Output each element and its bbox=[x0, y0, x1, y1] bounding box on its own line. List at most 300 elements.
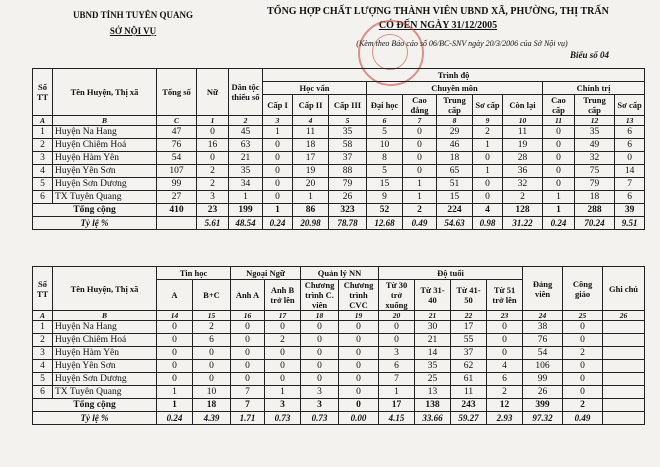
header-cap3: Cấp III bbox=[329, 95, 367, 116]
table-cell: 0 bbox=[157, 321, 193, 334]
table-cell: 1 bbox=[473, 139, 503, 152]
header-english-a: Anh A bbox=[231, 280, 265, 311]
header-foreign-language: Ngoại Ngữ bbox=[231, 267, 301, 280]
percent-cell: 0.24 bbox=[543, 217, 575, 230]
column-index: B bbox=[53, 116, 157, 126]
table-cell: 0 bbox=[543, 165, 575, 178]
percent-row bbox=[33, 412, 645, 425]
total-cell: 399 bbox=[523, 399, 563, 412]
table-cell: 107 bbox=[157, 165, 197, 178]
header-it: Tin học bbox=[157, 267, 231, 280]
table-cell: 16 bbox=[197, 139, 229, 152]
percent-cell: 12.68 bbox=[367, 217, 403, 230]
table-cell: 0 bbox=[301, 373, 339, 386]
table-cell: 1 bbox=[33, 126, 53, 139]
table-cell: 0 bbox=[563, 334, 603, 347]
table-row bbox=[33, 321, 645, 334]
table-cell: 0 bbox=[193, 360, 231, 373]
table-cell: 36 bbox=[503, 165, 543, 178]
department-name: SỞ NỘI VỤ bbox=[109, 26, 157, 36]
total-cell: 1 bbox=[263, 204, 293, 217]
total-cell: 7 bbox=[231, 399, 265, 412]
table-cell: 0 bbox=[543, 178, 575, 191]
percent-cell: 0.73 bbox=[265, 412, 301, 425]
table-cell: 0 bbox=[563, 321, 603, 334]
table-cell: 79 bbox=[575, 178, 615, 191]
table-cell: 65 bbox=[437, 165, 473, 178]
table-cell: 1 bbox=[157, 386, 193, 399]
table-cell: 0 bbox=[193, 373, 231, 386]
column-index: 25 bbox=[563, 311, 603, 321]
header-cap2: Cấp II bbox=[293, 95, 329, 116]
column-index: 7 bbox=[403, 116, 437, 126]
table-cell: 5 bbox=[367, 165, 403, 178]
table-cell: 3 bbox=[301, 386, 339, 399]
org-name: UBND TỈNH TUYÊN QUANG bbox=[73, 10, 193, 20]
header-age-31-40: Từ 31-40 bbox=[415, 280, 451, 311]
total-cell: 0 bbox=[339, 399, 379, 412]
table-cell: 1 bbox=[379, 386, 415, 399]
table-cell: 11 bbox=[503, 126, 543, 139]
table-cell: 21 bbox=[415, 334, 451, 347]
table-cell: 0 bbox=[263, 191, 293, 204]
column-index: 21 bbox=[415, 311, 451, 321]
column-index: 24 bbox=[523, 311, 563, 321]
table-cell: 45 bbox=[229, 126, 263, 139]
table-cell: 7 bbox=[231, 386, 265, 399]
header-professional: Chuyên môn bbox=[367, 82, 543, 95]
table-cell: 32 bbox=[503, 178, 543, 191]
table-cell: 0 bbox=[265, 321, 301, 334]
total-cell: 23 bbox=[197, 204, 229, 217]
table-cell: 0 bbox=[301, 334, 339, 347]
total-cell: 128 bbox=[503, 204, 543, 217]
column-index: 26 bbox=[603, 311, 645, 321]
table-cell bbox=[603, 321, 645, 334]
table-row bbox=[33, 126, 645, 139]
table-row bbox=[33, 386, 645, 399]
table-cell: 1 bbox=[263, 126, 293, 139]
table-cell: 0 bbox=[563, 360, 603, 373]
percent-cell: 0.98 bbox=[473, 217, 503, 230]
column-index: 14 bbox=[157, 311, 193, 321]
header-catholic: Công giáo bbox=[563, 267, 603, 311]
column-index: A bbox=[33, 116, 53, 126]
district-name: Huyện Na Hang bbox=[53, 126, 157, 139]
table-cell: 10 bbox=[367, 139, 403, 152]
column-index: 13 bbox=[615, 116, 645, 126]
percent-cell: 48.54 bbox=[229, 217, 263, 230]
skills-age-table bbox=[32, 266, 645, 425]
table-cell: 0 bbox=[263, 165, 293, 178]
table-cell: 0 bbox=[157, 373, 193, 386]
table-cell: 76 bbox=[523, 334, 563, 347]
table-cell: 1 bbox=[403, 178, 437, 191]
header-cap1: Cấp I bbox=[263, 95, 293, 116]
total-cell: 4 bbox=[473, 204, 503, 217]
header-ethnic-minority: Dân tộc thiểu số bbox=[229, 69, 263, 116]
column-index: 5 bbox=[329, 116, 367, 126]
table-cell: 19 bbox=[503, 139, 543, 152]
district-name: TX Tuyên Quang bbox=[53, 191, 157, 204]
table-cell bbox=[603, 386, 645, 399]
header-notes: Ghi chú bbox=[603, 267, 645, 311]
percent-cell: 4.15 bbox=[379, 412, 415, 425]
table-cell: 0 bbox=[487, 334, 523, 347]
table-cell: 35 bbox=[329, 126, 367, 139]
percent-cell bbox=[603, 412, 645, 425]
column-index: 4 bbox=[293, 116, 329, 126]
table-cell: 46 bbox=[437, 139, 473, 152]
table-row bbox=[33, 165, 645, 178]
table-cell: 0 bbox=[301, 321, 339, 334]
total-cell: 52 bbox=[367, 204, 403, 217]
district-name: Huyện Chiêm Hoá bbox=[53, 334, 157, 347]
table-cell: 4 bbox=[487, 360, 523, 373]
table-cell: 49 bbox=[575, 139, 615, 152]
table-cell: 0 bbox=[301, 360, 339, 373]
table-row bbox=[33, 191, 645, 204]
table-cell bbox=[603, 347, 645, 360]
column-index: 23 bbox=[487, 311, 523, 321]
table-cell: 20 bbox=[293, 178, 329, 191]
district-name: Huyện Na Hang bbox=[53, 321, 157, 334]
district-name: Huyện Chiêm Hoá bbox=[53, 139, 157, 152]
total-cell: 224 bbox=[437, 204, 473, 217]
district-name: Huyện Sơn Dương bbox=[53, 178, 157, 191]
table-cell: 6 bbox=[379, 360, 415, 373]
table-cell: 6 bbox=[33, 386, 53, 399]
table-cell: 4 bbox=[33, 360, 53, 373]
header-female: Nữ bbox=[197, 69, 229, 116]
table-cell: 17 bbox=[293, 152, 329, 165]
column-index: 8 bbox=[437, 116, 473, 126]
total-cell: 243 bbox=[451, 399, 487, 412]
column-index: 10 bbox=[503, 116, 543, 126]
document-date-line: CÓ ĐẾN NGÀY 31/12/2005 bbox=[378, 20, 498, 31]
table-cell: 0 bbox=[263, 152, 293, 165]
table-cell: 0 bbox=[543, 139, 575, 152]
table-cell: 34 bbox=[229, 178, 263, 191]
table-cell: 3 bbox=[379, 347, 415, 360]
table-cell: 2 bbox=[193, 321, 231, 334]
table-cell: 2 bbox=[563, 347, 603, 360]
percent-label: Tỷ lệ % bbox=[33, 412, 157, 425]
table-cell: 47 bbox=[157, 126, 197, 139]
table-cell: 18 bbox=[437, 152, 473, 165]
table-cell: 0 bbox=[403, 139, 437, 152]
table-cell: 1 bbox=[265, 386, 301, 399]
table-cell: 79 bbox=[329, 178, 367, 191]
table-cell: 9 bbox=[367, 191, 403, 204]
table-cell: 6 bbox=[615, 191, 645, 204]
column-index-row bbox=[33, 311, 645, 321]
percent-cell: 4.39 bbox=[193, 412, 231, 425]
table-cell: 0 bbox=[379, 321, 415, 334]
table-row bbox=[33, 152, 645, 165]
table-cell: 4 bbox=[33, 165, 53, 178]
table-cell: 6 bbox=[615, 139, 645, 152]
table-cell: 15 bbox=[437, 191, 473, 204]
column-index: 20 bbox=[379, 311, 415, 321]
table-cell: 106 bbox=[523, 360, 563, 373]
table-cell: 37 bbox=[329, 152, 367, 165]
table-cell: 0 bbox=[563, 373, 603, 386]
total-cell: 288 bbox=[575, 204, 615, 217]
percent-row bbox=[33, 217, 645, 230]
table-cell: 11 bbox=[293, 126, 329, 139]
district-name: TX Tuyên Quang bbox=[53, 386, 157, 399]
column-index-row bbox=[33, 116, 645, 126]
table-cell: 35 bbox=[575, 126, 615, 139]
table-cell: 0 bbox=[487, 347, 523, 360]
percent-cell: 33.66 bbox=[415, 412, 451, 425]
table-cell: 38 bbox=[523, 321, 563, 334]
total-cell: 199 bbox=[229, 204, 263, 217]
total-cell: 18 bbox=[193, 399, 231, 412]
table-cell bbox=[603, 373, 645, 386]
header-program-cv: Chương trình C. viên bbox=[301, 280, 339, 311]
table-cell: 0 bbox=[339, 334, 379, 347]
table-cell: 76 bbox=[157, 139, 197, 152]
header-age-30: Từ 30 trở xuống bbox=[379, 280, 415, 311]
table-cell: 0 bbox=[231, 360, 265, 373]
table-row bbox=[33, 178, 645, 191]
table-cell: 8 bbox=[367, 152, 403, 165]
header-university: Đại học bbox=[367, 95, 403, 116]
table-cell: 5 bbox=[33, 373, 53, 386]
header-college: Cao đẳng bbox=[403, 95, 437, 116]
header-stt: Số TT bbox=[33, 69, 53, 116]
table-cell: 19 bbox=[293, 165, 329, 178]
percent-cell: 0.24 bbox=[263, 217, 293, 230]
header-total: Tổng số bbox=[157, 69, 197, 116]
table-cell: 13 bbox=[415, 386, 451, 399]
table-cell: 25 bbox=[415, 373, 451, 386]
header-district: Tên Huyện, Thị xã bbox=[53, 69, 157, 116]
table-cell: 29 bbox=[437, 126, 473, 139]
table-cell: 7 bbox=[615, 178, 645, 191]
table-cell: 11 bbox=[451, 386, 487, 399]
column-index: B bbox=[53, 311, 157, 321]
table-cell bbox=[603, 334, 645, 347]
table-cell: 3 bbox=[33, 152, 53, 165]
header-state-management: Quản lý NN bbox=[301, 267, 379, 280]
district-name: Huyện Yên Sơn bbox=[53, 360, 157, 373]
table-cell: 2 bbox=[265, 334, 301, 347]
district-name: Huyện Yên Sơn bbox=[53, 165, 157, 178]
percent-cell: 1.71 bbox=[231, 412, 265, 425]
table-cell: 0 bbox=[339, 321, 379, 334]
percent-cell: 5.61 bbox=[197, 217, 229, 230]
table-cell: 18 bbox=[293, 139, 329, 152]
table-cell: 99 bbox=[157, 178, 197, 191]
table-cell: 0 bbox=[379, 334, 415, 347]
table-cell: 0 bbox=[339, 373, 379, 386]
column-index: 11 bbox=[543, 116, 575, 126]
table-cell: 0 bbox=[231, 347, 265, 360]
total-cell: 138 bbox=[415, 399, 451, 412]
total-cell: 2 bbox=[403, 204, 437, 217]
table-cell: 35 bbox=[415, 360, 451, 373]
header-qualification: Trình độ bbox=[263, 69, 645, 82]
table-cell: 17 bbox=[451, 321, 487, 334]
header-remaining: Còn lại bbox=[503, 95, 543, 116]
column-index: 16 bbox=[231, 311, 265, 321]
column-index: 2 bbox=[229, 116, 263, 126]
header-district: Tên Huyện, Thị xã bbox=[53, 267, 157, 311]
table-cell: 0 bbox=[473, 178, 503, 191]
table-cell: 0 bbox=[403, 152, 437, 165]
header-program-cvc: Chương trình CVC bbox=[339, 280, 379, 311]
header-stt: Số TT bbox=[33, 267, 53, 311]
percent-cell: 9.51 bbox=[615, 217, 645, 230]
table-cell: 26 bbox=[329, 191, 367, 204]
percent-cell: 0.00 bbox=[339, 412, 379, 425]
header-general-education: Học vấn bbox=[263, 82, 367, 95]
column-index: 1 bbox=[197, 116, 229, 126]
table-cell bbox=[603, 360, 645, 373]
table-cell: 0 bbox=[197, 152, 229, 165]
table-cell: 0 bbox=[265, 373, 301, 386]
table-cell: 2 bbox=[197, 165, 229, 178]
table-cell: 0 bbox=[301, 347, 339, 360]
table-cell: 0 bbox=[339, 360, 379, 373]
header-age-41-50: Từ 41-50 bbox=[451, 280, 487, 311]
total-cell: 2 bbox=[563, 399, 603, 412]
column-index: 3 bbox=[263, 116, 293, 126]
percent-cell: 31.22 bbox=[503, 217, 543, 230]
percent-cell: 97.32 bbox=[523, 412, 563, 425]
attachment-note: (Kèm theo Báo cáo số 06/BC-SNV ngày 20/3/2006 của Sở Nội vụ) bbox=[356, 39, 568, 48]
table-cell: 0 bbox=[263, 178, 293, 191]
column-index: 15 bbox=[193, 311, 231, 321]
table-cell: 0 bbox=[339, 347, 379, 360]
table-cell: 0 bbox=[473, 152, 503, 165]
table-cell: 18 bbox=[575, 191, 615, 204]
table-cell: 2 bbox=[503, 191, 543, 204]
table-cell: 0 bbox=[473, 191, 503, 204]
table-cell: 6 bbox=[615, 126, 645, 139]
header-it-a: A bbox=[157, 280, 193, 311]
table-cell: 30 bbox=[415, 321, 451, 334]
percent-cell: 0.49 bbox=[403, 217, 437, 230]
table-cell: 0 bbox=[403, 126, 437, 139]
column-index: 19 bbox=[339, 311, 379, 321]
document-title: TỔNG HỢP CHẤT LƯỢNG THÀNH VIÊN UBND XÃ, PHƯỜNG, THỊ TRẤN bbox=[267, 6, 609, 17]
table-cell: 58 bbox=[329, 139, 367, 152]
column-index: 17 bbox=[265, 311, 301, 321]
table-cell: 14 bbox=[615, 165, 645, 178]
table-cell: 37 bbox=[451, 347, 487, 360]
table-cell: 7 bbox=[379, 373, 415, 386]
table-cell: 0 bbox=[487, 321, 523, 334]
percent-cell: 0.73 bbox=[301, 412, 339, 425]
table-cell: 2 bbox=[33, 334, 53, 347]
table-cell: 51 bbox=[437, 178, 473, 191]
table-cell: 2 bbox=[33, 139, 53, 152]
table-cell: 27 bbox=[157, 191, 197, 204]
percent-cell: 0.49 bbox=[563, 412, 603, 425]
total-cell: 323 bbox=[329, 204, 367, 217]
table-row bbox=[33, 373, 645, 386]
percent-cell: 2.93 bbox=[487, 412, 523, 425]
header-pol-advanced: Cao cấp bbox=[543, 95, 575, 116]
table-row bbox=[33, 139, 645, 152]
table-cell: 2 bbox=[473, 126, 503, 139]
percent-cell: 20.98 bbox=[293, 217, 329, 230]
percent-label: Tỷ lệ % bbox=[33, 217, 157, 230]
column-index: C bbox=[157, 116, 197, 126]
total-row bbox=[33, 204, 645, 217]
table-cell: 15 bbox=[367, 178, 403, 191]
table-cell: 2 bbox=[197, 178, 229, 191]
header-party-member: Đảng viên bbox=[523, 267, 563, 311]
column-index: 18 bbox=[301, 311, 339, 321]
table-cell: 0 bbox=[563, 386, 603, 399]
table-cell: 0 bbox=[263, 139, 293, 152]
table-cell: 54 bbox=[523, 347, 563, 360]
header-intermediate: Trung cấp bbox=[437, 95, 473, 116]
table-cell: 61 bbox=[451, 373, 487, 386]
table-cell: 0 bbox=[543, 126, 575, 139]
table-cell: 6 bbox=[193, 334, 231, 347]
table-cell: 0 bbox=[543, 152, 575, 165]
table-cell: 6 bbox=[487, 373, 523, 386]
percent-cell: 0.24 bbox=[157, 412, 193, 425]
table-row bbox=[33, 360, 645, 373]
percent-cell: 59.27 bbox=[451, 412, 487, 425]
table-cell: 0 bbox=[197, 126, 229, 139]
header-it-bc: B+C bbox=[193, 280, 231, 311]
table-cell: 14 bbox=[415, 347, 451, 360]
table-row bbox=[33, 334, 645, 347]
total-cell: 1 bbox=[543, 204, 575, 217]
table-cell: 6 bbox=[33, 191, 53, 204]
table-cell: 62 bbox=[451, 360, 487, 373]
header-english-b: Anh B trở lên bbox=[265, 280, 301, 311]
table-cell: 5 bbox=[367, 126, 403, 139]
table-cell: 1 bbox=[543, 191, 575, 204]
table-cell: 55 bbox=[451, 334, 487, 347]
table-cell: 35 bbox=[229, 165, 263, 178]
total-cell: 3 bbox=[301, 399, 339, 412]
column-index: 22 bbox=[451, 311, 487, 321]
total-cell: 39 bbox=[615, 204, 645, 217]
total-cell: 3 bbox=[265, 399, 301, 412]
table-cell: 26 bbox=[523, 386, 563, 399]
total-cell: 410 bbox=[157, 204, 197, 217]
table-cell: 0 bbox=[615, 152, 645, 165]
district-name: Huyện Hàm Yên bbox=[53, 152, 157, 165]
total-cell: 17 bbox=[379, 399, 415, 412]
table-cell: 0 bbox=[231, 373, 265, 386]
table-cell: 0 bbox=[157, 347, 193, 360]
table-cell: 99 bbox=[523, 373, 563, 386]
district-name: Huyện Sơn Dương bbox=[53, 373, 157, 386]
total-cell: 12 bbox=[487, 399, 523, 412]
header-age-51: Từ 51 trở lên bbox=[487, 280, 523, 311]
column-index: 6 bbox=[367, 116, 403, 126]
table-cell: 2 bbox=[487, 386, 523, 399]
header-age: Độ tuổi bbox=[379, 267, 523, 280]
table-cell: 1 bbox=[33, 321, 53, 334]
table-cell: 21 bbox=[229, 152, 263, 165]
header-pol-intermediate: Trung cấp bbox=[575, 95, 615, 116]
district-name: Huyện Hàm Yên bbox=[53, 347, 157, 360]
column-index: 9 bbox=[473, 116, 503, 126]
table-cell: 88 bbox=[329, 165, 367, 178]
